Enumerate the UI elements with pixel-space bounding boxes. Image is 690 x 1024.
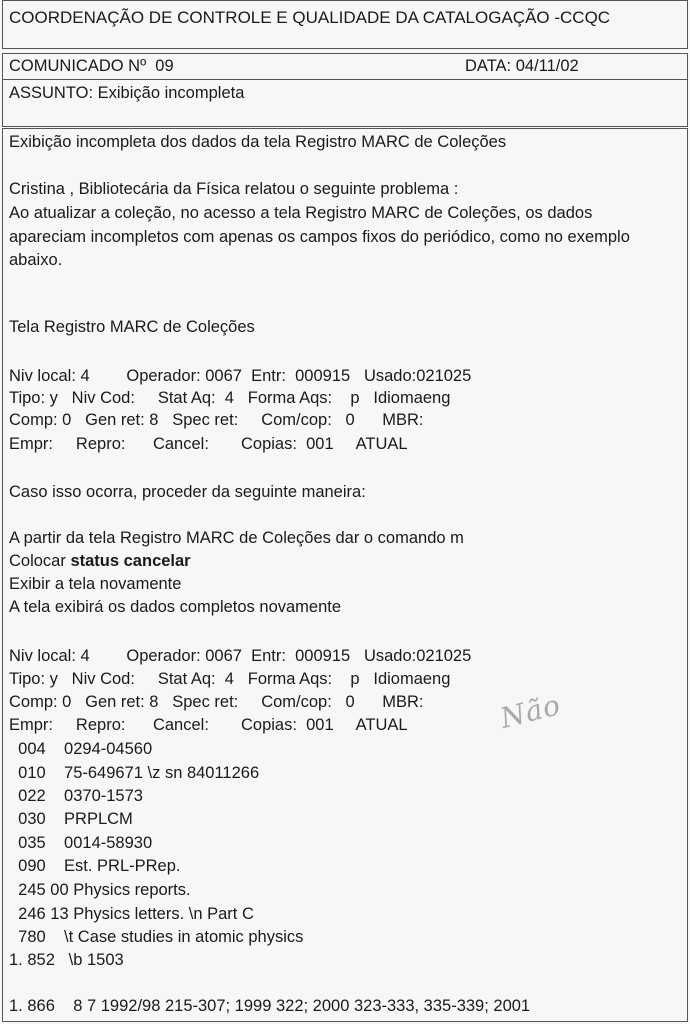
screen-title: Tela Registro MARC de Coleções — [9, 318, 255, 336]
marc-field: 004 0294-04560 — [9, 740, 153, 758]
marc-field: 1. 852 \b 1503 — [9, 951, 124, 969]
intro-line: apareciam incompletos com apenas os campos fixos do periódico, como no exemplo — [9, 228, 630, 246]
marc-field: 010 75-649671 \z sn 84011266 — [9, 764, 260, 782]
record1-line: Niv local: 4 Operador: 0067 Entr: 000915 Usado:021025 — [9, 367, 472, 385]
step-4: A tela exibirá os dados completos novamente — [9, 598, 342, 616]
header-divider — [2, 79, 688, 80]
step-1: A partir da tela Registro MARC de Coleções dar o comando m — [9, 529, 464, 547]
intro-line: Ao atualizar a coleção, no acesso a tela Registro MARC de Coleções, os dados — [9, 204, 593, 222]
marc-field: 035 0014-58930 — [9, 834, 153, 852]
marc-field: 246 13 Physics letters. \n Part C — [9, 905, 254, 923]
comunicado-number: COMUNICADO Nº 09 — [9, 57, 174, 75]
comunicado-date: DATA: 04/11/02 — [465, 57, 579, 75]
record2-line: Comp: 0 Gen ret: 8 Spec ret: Com/cop: 0 MBR: — [9, 693, 424, 711]
record1-line: Tipo: y Niv Cod: Stat Aq: 4 Forma Aqs: p Idiomaeng — [9, 389, 451, 407]
record2-line: Tipo: y Niv Cod: Stat Aq: 4 Forma Aqs: p Idiomaeng — [9, 670, 451, 688]
record2-line: Empr: Repro: Cancel: Copias: 001 ATUAL — [9, 716, 408, 734]
record1-line: Comp: 0 Gen ret: 8 Spec ret: Com/cop: 0 MBR: — [9, 411, 424, 429]
intro-line: Cristina , Bibliotecária da Física relatou o seguinte problema : — [9, 180, 459, 198]
intro-line: abaixo. — [9, 251, 63, 269]
marc-field: 780 \t Case studies in atomic physics — [9, 928, 304, 946]
handwritten-note: Não — [496, 688, 565, 735]
record2-line: Niv local: 4 Operador: 0067 Entr: 000915 Usado:021025 — [9, 647, 472, 665]
subject: ASSUNTO: Exibição incompleta — [9, 84, 245, 102]
marc-field: 090 Est. PRL-PRep. — [9, 857, 181, 875]
holdings-line: 1. 866 8 7 1992/98 215-307; 1999 322; 2000 323-333, 335-339; 2001 — [9, 997, 531, 1015]
marc-field: 245 00 Physics reports. — [9, 881, 191, 899]
procedure-intro: Caso isso ocorra, proceder da seguinte maneira: — [9, 483, 366, 501]
marc-field: 030 PRPLCM — [9, 810, 133, 828]
page-title: COORDENAÇÃO DE CONTROLE E QUALIDADE DA CATALOGAÇÃO -CCQC — [9, 8, 611, 27]
body-heading: Exibição incompleta dos dados da tela Registro MARC de Coleções — [9, 133, 507, 151]
step-2-text: Colocar — [9, 552, 71, 570]
step-2 — [9, 552, 191, 571]
step-2-bold: status cancelar — [70, 552, 191, 570]
step-3: Exibir a tela novamente — [9, 575, 182, 593]
marc-field: 022 0370-1573 — [9, 787, 143, 805]
record1-line: Empr: Repro: Cancel: Copias: 001 ATUAL — [9, 435, 408, 453]
